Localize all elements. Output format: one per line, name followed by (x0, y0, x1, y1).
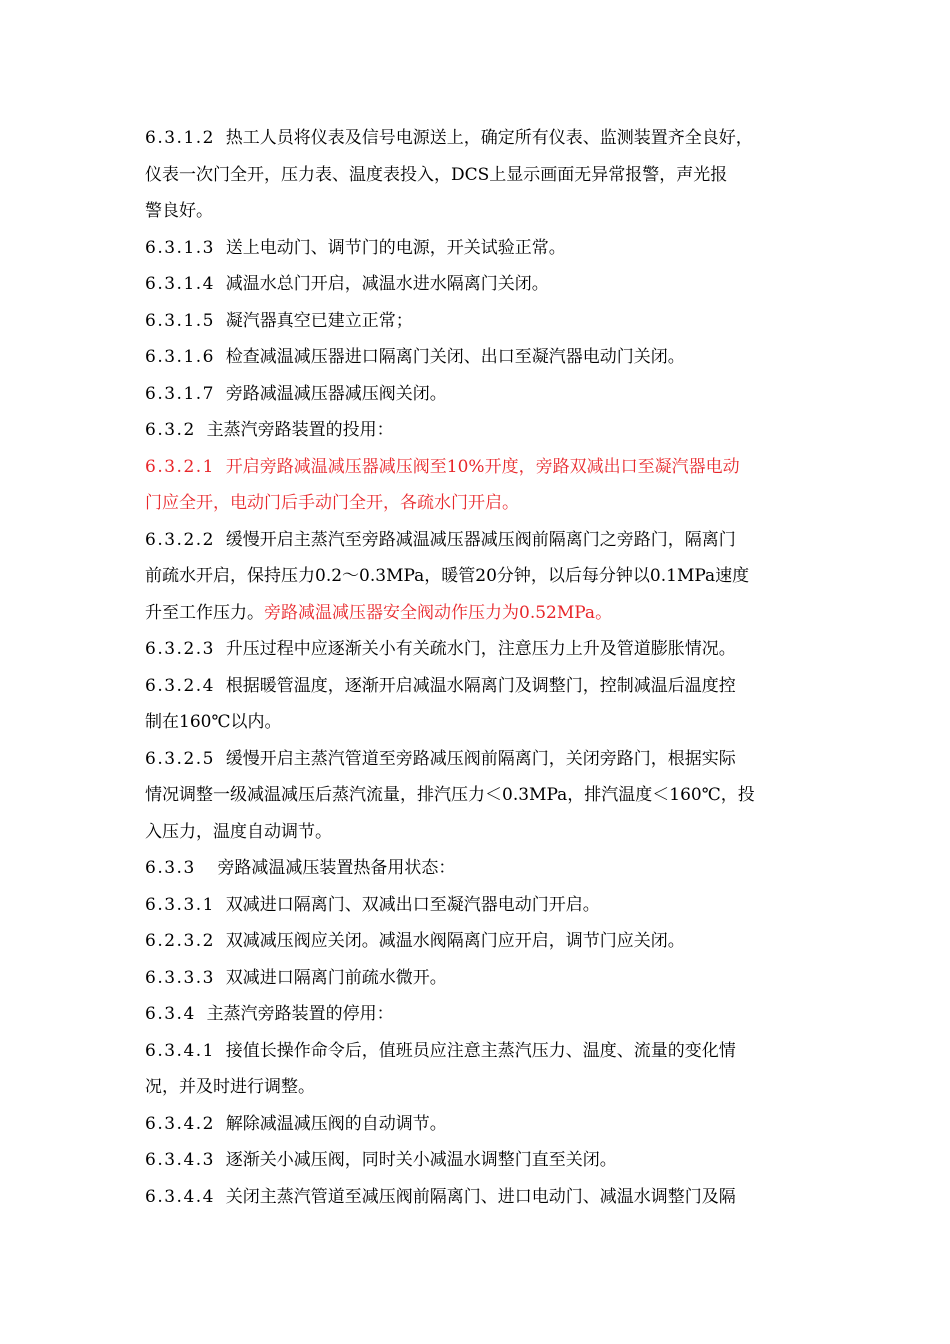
line-text: 解除减温减压阀的自动调节。 (225, 1113, 447, 1134)
line-text: 仪表一次门全开，压力表、温度表投入，DCS上显示画面无异常报警，声光报 (145, 164, 728, 185)
line-text: 缓慢开启主蒸汽管道至旁路减压阀前隔离门，关闭旁路门，根据实际 (225, 748, 736, 769)
text-line (145, 558, 815, 595)
line-text: 凝汽器真空已建立正常； (225, 310, 413, 331)
section-number: 6.3.1.5 (145, 310, 215, 331)
line-text: 旁路减温减压装置热备用状态： (217, 858, 456, 878)
line-text: 逐渐关小减压阀，同时关小减温水调整门直至关闭。 (225, 1150, 617, 1170)
section-gap (215, 1150, 226, 1170)
section-number: 6.3.3 (145, 858, 196, 878)
line-text: 主蒸汽旁路装置的停用： (206, 1004, 394, 1024)
line-text: 根据暖管温度，逐渐开启减温水隔离门及调整门，控制减温后温度控 (225, 675, 736, 696)
section-gap (196, 1004, 207, 1024)
line-text: 升至工作压力。 (145, 602, 264, 623)
line-text: 旁路减温减压器减压阀关闭。 (225, 383, 447, 404)
section-gap (215, 1187, 226, 1207)
text-line (145, 996, 815, 1033)
text-line (145, 1179, 815, 1216)
text-line (145, 777, 815, 814)
line-text: 制在160℃以内。 (145, 712, 282, 732)
section-number: 6.3.4.4 (145, 1186, 215, 1207)
text-line (145, 668, 815, 705)
section-number: 6.3.1.2 (145, 128, 215, 148)
line-text: 热工人员将仪表及信号电源送上，确定所有仪表、监测装置齐全良好， (225, 128, 753, 148)
text-line (145, 449, 815, 486)
text-line (145, 412, 815, 449)
section-gap (215, 639, 226, 659)
text-line (145, 339, 815, 376)
section-number: 6.3.4.1 (145, 1040, 215, 1061)
text-line (145, 960, 815, 997)
section-gap (196, 420, 207, 440)
section-number: 6.3.4.3 (145, 1150, 215, 1170)
section-gap (215, 1041, 226, 1061)
line-text: 双减进口隔离门、双减出口至凝汽器电动门开启。 (225, 894, 600, 915)
section-number: 6.3.2.5 (145, 748, 215, 769)
section-number: 6.3.4 (145, 1004, 196, 1024)
line-text: 检查减温减压器进口隔离门关闭、出口至凝汽器电动门关闭。 (225, 347, 685, 367)
line-text: 接值长操作命令后，值班员应注意主蒸汽压力、温度、流量的变化情 (225, 1040, 736, 1061)
section-number: 6.3.2.4 (145, 675, 215, 696)
text-line (145, 631, 815, 668)
section-gap (215, 128, 226, 148)
section-number: 6.3.2.2 (145, 529, 215, 550)
highlighted-text: 旁路减温减压器安全阀动作压力为0.52MPa。 (264, 602, 613, 623)
text-line (145, 1033, 815, 1070)
text-line (145, 1106, 815, 1143)
line-text: 送上电动门、调节门的电源，开关试验正常。 (225, 237, 566, 258)
section-gap (215, 749, 226, 769)
section-gap (196, 858, 218, 878)
text-line (145, 595, 815, 632)
text-line (145, 923, 815, 960)
text-line (145, 376, 815, 413)
section-gap (215, 311, 226, 331)
section-number: 6.3.1.4 (145, 274, 215, 294)
section-gap (215, 676, 226, 696)
section-number: 6.3.1.3 (145, 237, 215, 258)
section-number: 6.3.2.1 (145, 456, 215, 477)
text-line (145, 814, 815, 851)
section-number: 6.3.1.7 (145, 383, 215, 404)
section-number: 6.2.3.2 (145, 931, 215, 951)
text-line (145, 157, 815, 194)
text-line (145, 850, 815, 887)
line-text: 情况调整一级减温减压后蒸汽流量，排汽压力＜0.3MPa，排汽温度＜160℃，投 (145, 785, 755, 805)
text-line (145, 1069, 815, 1106)
line-text: 主蒸汽旁路装置的投用： (206, 420, 394, 440)
section-gap (215, 457, 226, 477)
line-text: 双减进口隔离门前疏水微开。 (225, 967, 447, 988)
section-number: 6.3.3.3 (145, 967, 215, 988)
section-gap (215, 384, 226, 404)
text-line (145, 704, 815, 741)
text-line (145, 741, 815, 778)
text-line (145, 303, 815, 340)
text-line (145, 1142, 815, 1179)
text-line (145, 887, 815, 924)
text-line (145, 193, 815, 230)
text-line (145, 522, 815, 559)
section-number: 6.3.2.3 (145, 639, 215, 659)
line-text: 双减减压阀应关闭。减温水阀隔离门应开启，调节门应关闭。 (225, 931, 685, 951)
line-text: 减温水总门开启，减温水进水隔离门关闭。 (225, 274, 549, 294)
line-text: 关闭主蒸汽管道至减压阀前隔离门、进口电动门、减温水调整门及隔 (225, 1186, 736, 1207)
line-text: 前疏水开启，保持压力0.2～0.3MPa，暖管20分钟，以后每分钟以0.1MPa速度 (145, 566, 750, 586)
section-number: 6.3.3.1 (145, 894, 215, 915)
section-gap (215, 1114, 226, 1134)
section-gap (215, 530, 226, 550)
text-line (145, 485, 815, 522)
text-line (145, 230, 815, 267)
text-line (145, 120, 815, 157)
section-gap (215, 931, 226, 951)
section-gap (215, 895, 226, 915)
section-gap (215, 968, 226, 988)
line-text: 警良好。 (145, 201, 213, 221)
section-gap (215, 274, 226, 294)
line-text: 门应全开，电动门后手动门全开，各疏水门开启。 (145, 493, 519, 513)
line-text: 缓慢开启主蒸汽至旁路减温减压器减压阀前隔离门之旁路门，隔离门 (225, 529, 736, 550)
section-gap (215, 238, 226, 258)
section-number: 6.3.4.2 (145, 1113, 215, 1134)
section-number: 6.3.2 (145, 420, 196, 440)
line-text: 况，并及时进行调整。 (145, 1077, 315, 1097)
text-line (145, 266, 815, 303)
line-text: 开启旁路减温减压器减压阀至10%开度，旁路双减出口至凝汽器电动 (225, 456, 740, 477)
line-text: 升压过程中应逐渐关小有关疏水门，注意压力上升及管道膨胀情况。 (225, 639, 736, 659)
section-number: 6.3.1.6 (145, 347, 215, 367)
document-body (145, 120, 815, 1215)
line-text: 入压力，温度自动调节。 (145, 821, 332, 842)
section-gap (215, 347, 226, 367)
